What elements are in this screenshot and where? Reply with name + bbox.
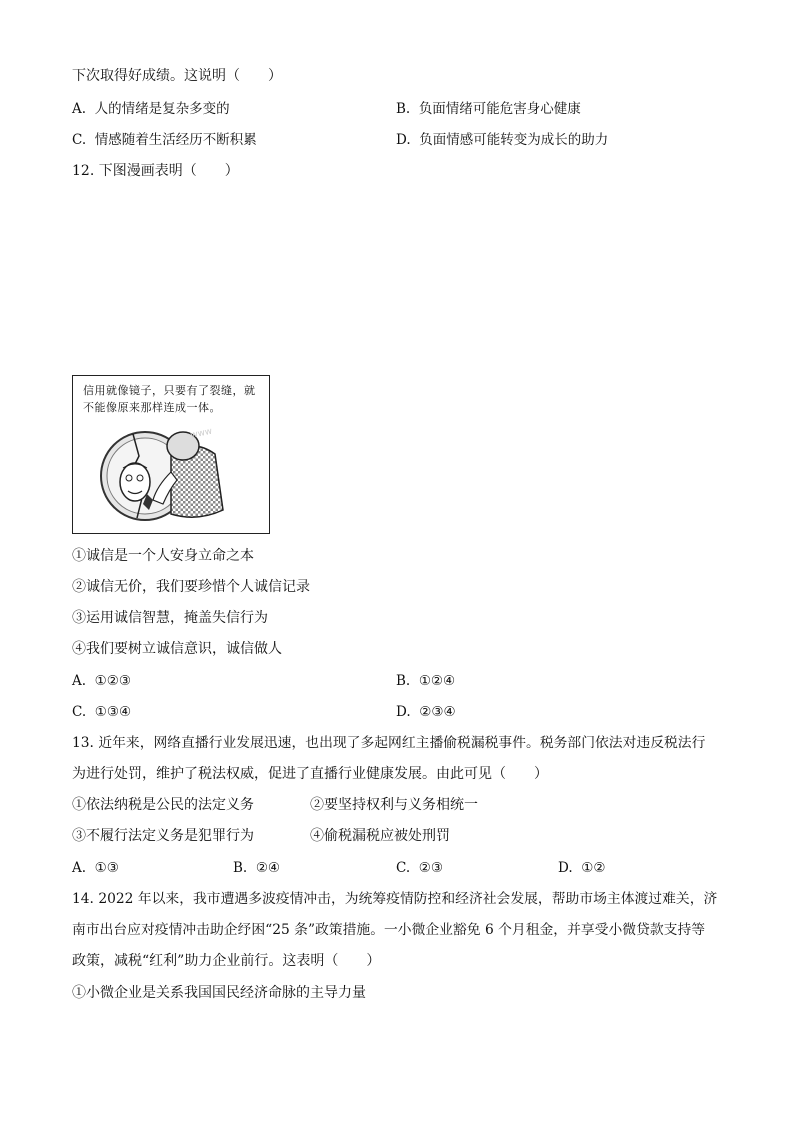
q12-option-d (396, 702, 456, 722)
q13-stem-line-1: 13. 近年来，网络直播行业发展迅速，也出现了多起网红主播偷税漏税事件。税务部门依法对违反税法行 (72, 735, 706, 751)
q14-stem-line-3: 政策，减税“红利”助力企业前行。这表明（ ） (72, 953, 381, 969)
option-text: 负面情绪可能危害身心健康 (418, 101, 581, 117)
option-text: 情感随着生活经历不断积累 (94, 132, 257, 148)
option-label: A. (72, 673, 87, 689)
q12-option-a (72, 671, 131, 691)
q12-statement-2: ②诚信无价，我们要珍惜个人诚信记录 (72, 579, 310, 595)
q13-statement-3: ③不履行法定义务是犯罪行为 (72, 828, 254, 844)
option-text: 负面情感可能转变为成长的助力 (419, 132, 609, 148)
option-label: A. (72, 860, 87, 876)
q13-option-b (233, 858, 280, 878)
option-text: ②③④ (419, 704, 456, 720)
q13-option-a (72, 858, 119, 878)
option-label: D. (396, 704, 411, 720)
q12-option-b (396, 671, 455, 691)
q12-statement-1: ①诚信是一个人安身立命之本 (72, 548, 254, 564)
option-label: C. (72, 132, 87, 148)
q14-stem-line-2: 南市出台应对疫情冲击助企纾困“25 条”政策措施。一小微企业豁免 6 个月租金，并享受小微贷款支持等 (72, 922, 706, 938)
q13-option-c (396, 858, 443, 878)
option-label: C. (396, 860, 411, 876)
option-label: D. (558, 860, 573, 876)
option-label: B. (396, 101, 411, 117)
option-text: ①③ (94, 860, 119, 876)
q11-option-c (72, 130, 257, 150)
option-label: B. (396, 673, 411, 689)
option-text: 人的情绪是复杂多变的 (94, 101, 230, 117)
q14-statement-1: ①小微企业是关系我国国民经济命脉的主导力量 (72, 985, 366, 1001)
option-label: C. (72, 704, 87, 720)
option-text: ①③④ (94, 704, 132, 720)
q13-statement-4: ④偷税漏税应被处刑罚 (310, 828, 450, 844)
q12-stem: 12. 下图漫画表明（ ） (72, 163, 239, 179)
option-label: B. (233, 860, 248, 876)
q14-stem-line-1: 14. 2022 年以来，我市遭遇多波疫情冲击，为统筹疫情防控和经济社会发展，帮助市场主体渡过难关，济 (72, 891, 718, 907)
option-text: ②④ (255, 860, 281, 876)
option-label: D. (396, 132, 411, 148)
option-text: ①②③ (94, 673, 131, 689)
comic-caption-line: 不能像原来那样连成一体。 (83, 401, 221, 414)
q12-statement-4: ④我们要树立诚信意识，诚信做人 (72, 641, 282, 657)
option-text: ①②④ (418, 673, 456, 689)
option-label: A. (72, 101, 87, 117)
q11-option-a (72, 99, 230, 119)
q11-stem-end: 下次取得好成绩。这说明（ ） (72, 68, 282, 84)
q12-statement-3: ③运用诚信智慧，掩盖失信行为 (72, 610, 268, 626)
comic-drawing (73, 376, 270, 534)
q12-option-c (72, 702, 131, 722)
q13-statement-1: ①依法纳税是公民的法定义务 (72, 797, 254, 813)
q11-option-d (396, 130, 608, 150)
q13-stem-line-2: 为进行处罚，维护了税法权威，促进了直播行业健康发展。由此可见（ ） (72, 766, 548, 782)
comic-caption-line: 信用就像镜子，只要有了裂缝，就 (83, 384, 256, 397)
q13-option-d (558, 858, 605, 878)
q11-option-b (396, 99, 581, 119)
option-text: ②③ (418, 860, 443, 876)
q13-statement-2: ②要坚持权利与义务相统一 (310, 797, 478, 813)
option-text: ①② (581, 860, 606, 876)
q12-comic-image (72, 375, 270, 534)
svg-text:www: www (189, 426, 214, 441)
